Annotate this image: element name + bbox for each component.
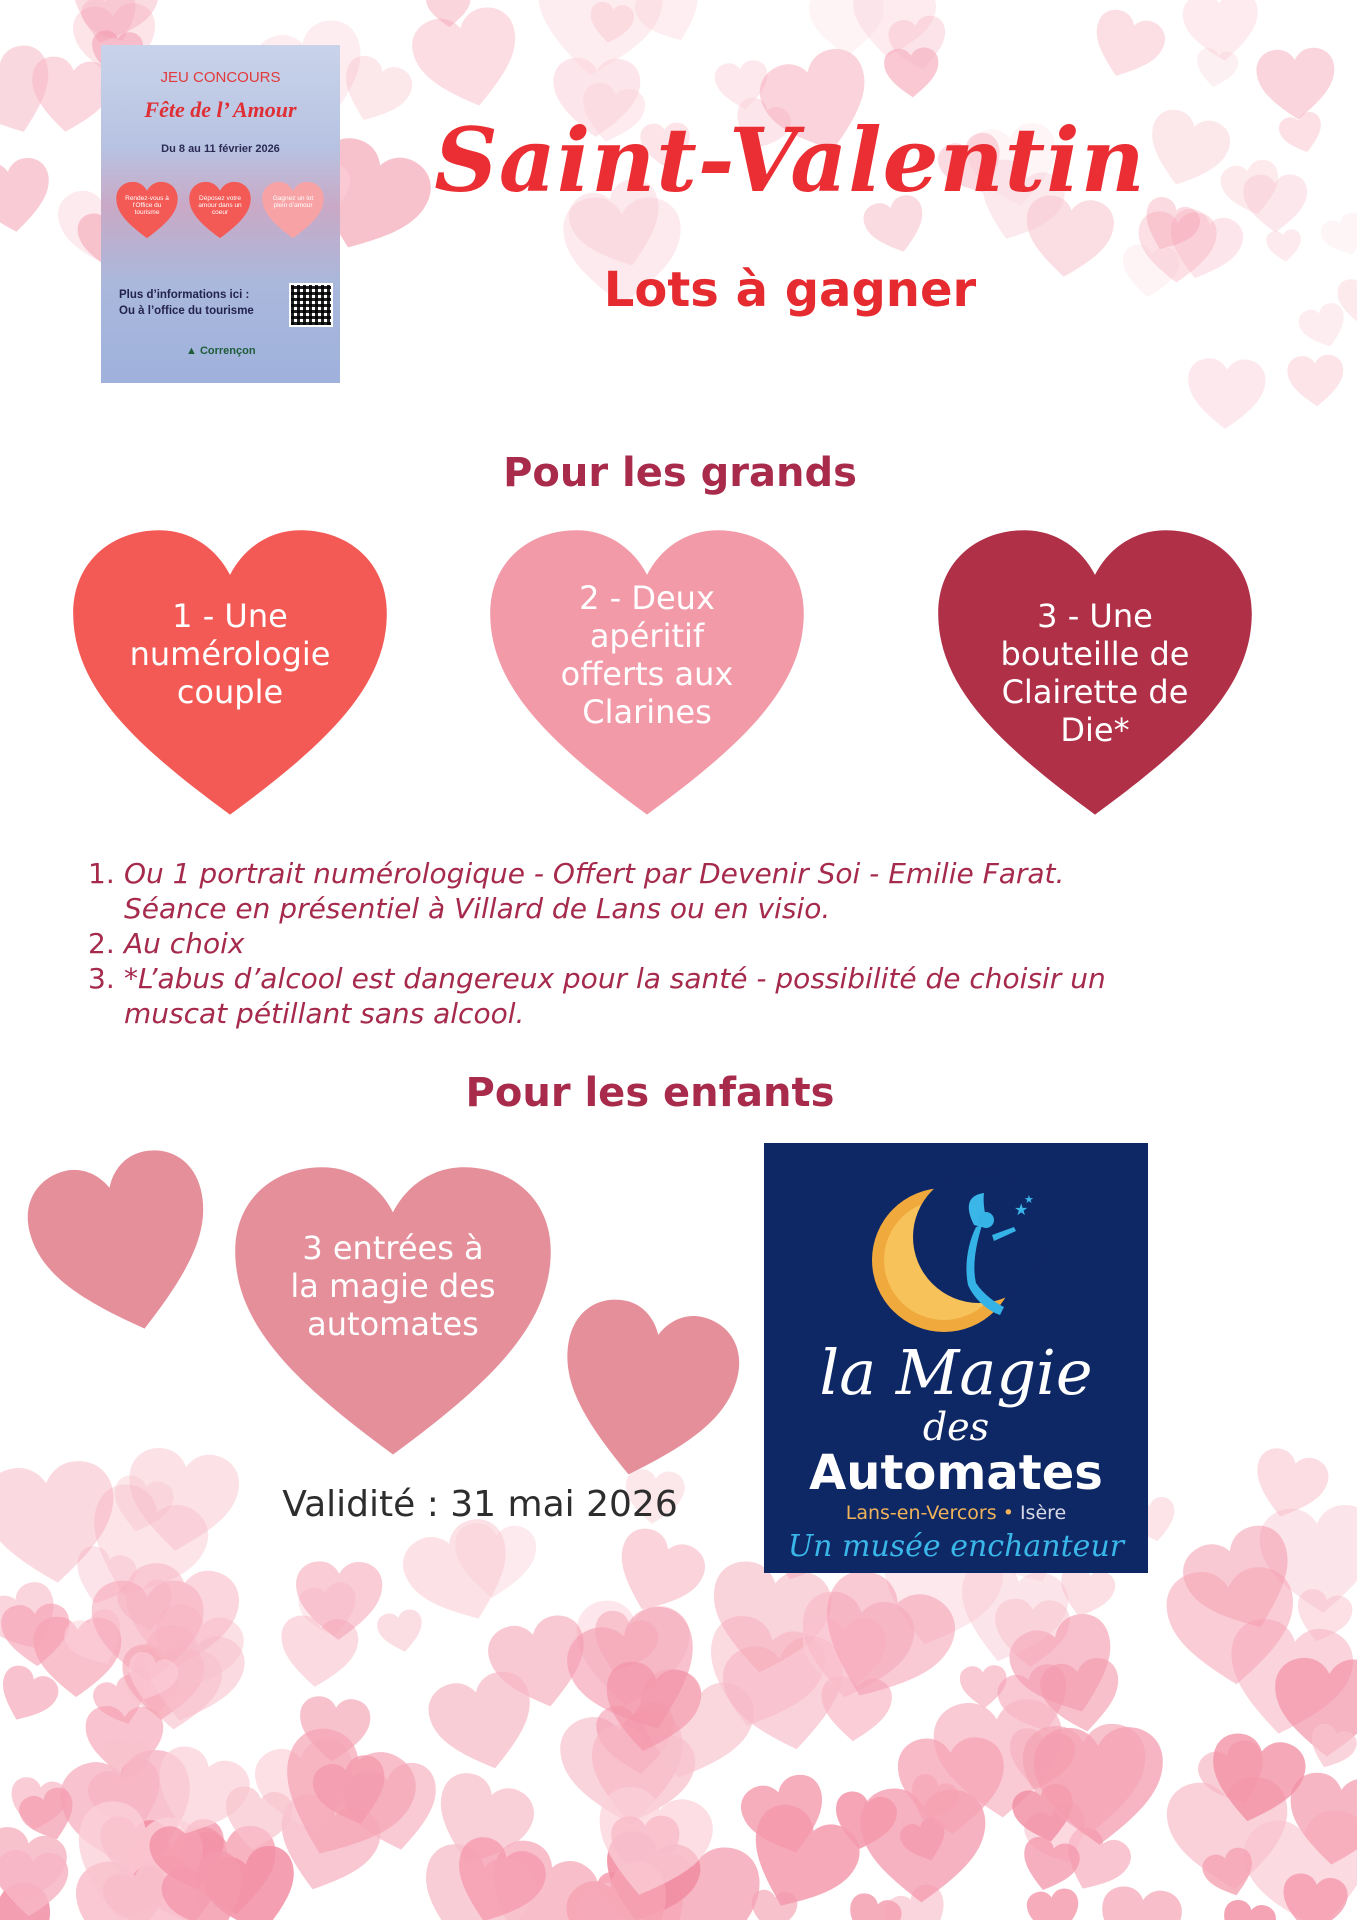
page-subtitle: Lots à gagner	[603, 262, 977, 318]
poster-logo	[186, 345, 256, 357]
background-heart-icon	[1317, 209, 1357, 263]
museum-name-line: Automates	[809, 1445, 1103, 1501]
museum-name-line: des	[922, 1405, 990, 1449]
prize-line: 1 - Une	[172, 597, 288, 635]
note-text: muscat pétillant sans alcool.	[124, 997, 525, 1030]
museum-location-region: Isère	[1019, 1502, 1067, 1524]
background-heart-icon	[0, 155, 56, 237]
prize-line: apéritif	[589, 617, 705, 655]
prize-line: Die*	[1060, 711, 1130, 749]
background-heart-icon	[809, 0, 885, 57]
list-number: 3.	[88, 962, 115, 995]
poster-heart-text: Rendez-vous à l’Office du tourisme	[125, 195, 169, 216]
background-heart-icon	[1083, 5, 1170, 88]
list-number: 1.	[88, 857, 115, 890]
svg-text:★: ★	[1024, 1193, 1034, 1206]
bullet-separator: •	[1002, 1502, 1014, 1524]
contest-poster-thumbnail	[101, 45, 340, 383]
background-heart-icon	[1287, 354, 1345, 407]
prize-heart-text	[70, 597, 390, 711]
prize-line: bouteille de	[1000, 635, 1190, 673]
prize-line: couple	[176, 673, 284, 711]
list-item	[88, 926, 1288, 961]
poster-logo-text: Corrençon	[199, 345, 256, 357]
museum-logo	[764, 1143, 1148, 1573]
moon-fairy-icon	[864, 1165, 1044, 1345]
list-number: 2.	[88, 927, 115, 960]
section-title-grands: Pour les grands	[503, 450, 857, 496]
poster-title: Fête de l’ Amour	[144, 97, 297, 122]
poster-dates: Du 8 au 11 février 2026	[161, 143, 280, 155]
prize-heart-2	[487, 527, 807, 821]
prize-line: automates	[307, 1305, 479, 1343]
section-title-enfants: Pour les enfants	[465, 1070, 835, 1116]
page-title: Saint-Valentin	[434, 108, 1146, 212]
background-heart-icon	[1218, 1897, 1279, 1920]
background-heart-icon	[1097, 1884, 1184, 1920]
background-heart-icon	[1255, 47, 1337, 122]
note-text: Ou 1 portrait numérologique - Offert par Devenir Soi - Emilie Farat.	[124, 857, 1065, 890]
prize-heart-kids	[232, 1164, 554, 1461]
prize-line: Clarines	[582, 693, 712, 731]
poster-heart-icon	[261, 180, 325, 244]
prize-line: offerts aux	[560, 655, 734, 693]
prize-heart-1	[70, 527, 390, 821]
poster-info-line: Plus d’informations ici :	[119, 289, 250, 301]
museum-location	[764, 1502, 1148, 1524]
tree-icon: ▲	[186, 345, 200, 357]
decorative-heart-icon	[542, 1289, 751, 1497]
prize-heart-text	[487, 579, 807, 731]
background-heart-icon	[1265, 228, 1303, 263]
validity-date: Validité : 31 mai 2026	[282, 1484, 678, 1525]
poster-heart-icon	[188, 180, 252, 244]
svg-text:★: ★	[1014, 1200, 1029, 1219]
prize-notes-list	[88, 856, 1288, 1031]
poster-info-line: Ou à l’office du tourisme	[119, 305, 254, 317]
poster-heading: JEU CONCOURS	[160, 69, 281, 86]
prize-line: Clairette de	[1001, 673, 1189, 711]
prize-line: la magie des	[290, 1267, 496, 1305]
poster-info	[119, 287, 289, 319]
prize-heart-3	[935, 527, 1255, 821]
background-heart-icon	[842, 1890, 905, 1920]
background-heart-icon	[1276, 109, 1327, 157]
background-heart-icon	[407, 2, 530, 118]
prize-line: numérologie	[129, 635, 331, 673]
poster-heart-icon	[115, 180, 179, 244]
list-item	[88, 961, 1288, 1031]
note-text: *L’abus d’alcool est dangereux pour la santé - possibilité de choisir un	[124, 962, 1106, 995]
prize-line: 3 - Une	[1037, 597, 1153, 635]
prize-line: 3 entrées à	[302, 1229, 484, 1267]
prize-heart-text	[935, 597, 1255, 749]
prize-heart-text	[232, 1229, 554, 1343]
background-heart-icon	[1181, 0, 1262, 64]
poster-heart-text: Gagnez un lot plein d’amour	[272, 195, 314, 209]
background-heart-icon	[375, 1607, 427, 1656]
qr-code-icon	[289, 283, 333, 327]
prize-line: 2 - Deux	[579, 579, 715, 617]
background-heart-icon	[1025, 1887, 1082, 1920]
note-text: Séance en présentiel à Villard de Lans ou en visio.	[124, 892, 831, 925]
background-heart-icon	[528, 0, 667, 84]
museum-name-line: la Magie	[819, 1336, 1093, 1409]
background-heart-icon	[1186, 358, 1266, 431]
museum-location-town: Lans-en-Vercors	[845, 1502, 997, 1524]
list-item	[88, 856, 1288, 926]
poster-heart-text: Déposez votre amour dans un coeur	[198, 195, 242, 216]
museum-tagline: Un musée enchanteur	[787, 1529, 1125, 1564]
note-text: Au choix	[124, 927, 245, 960]
